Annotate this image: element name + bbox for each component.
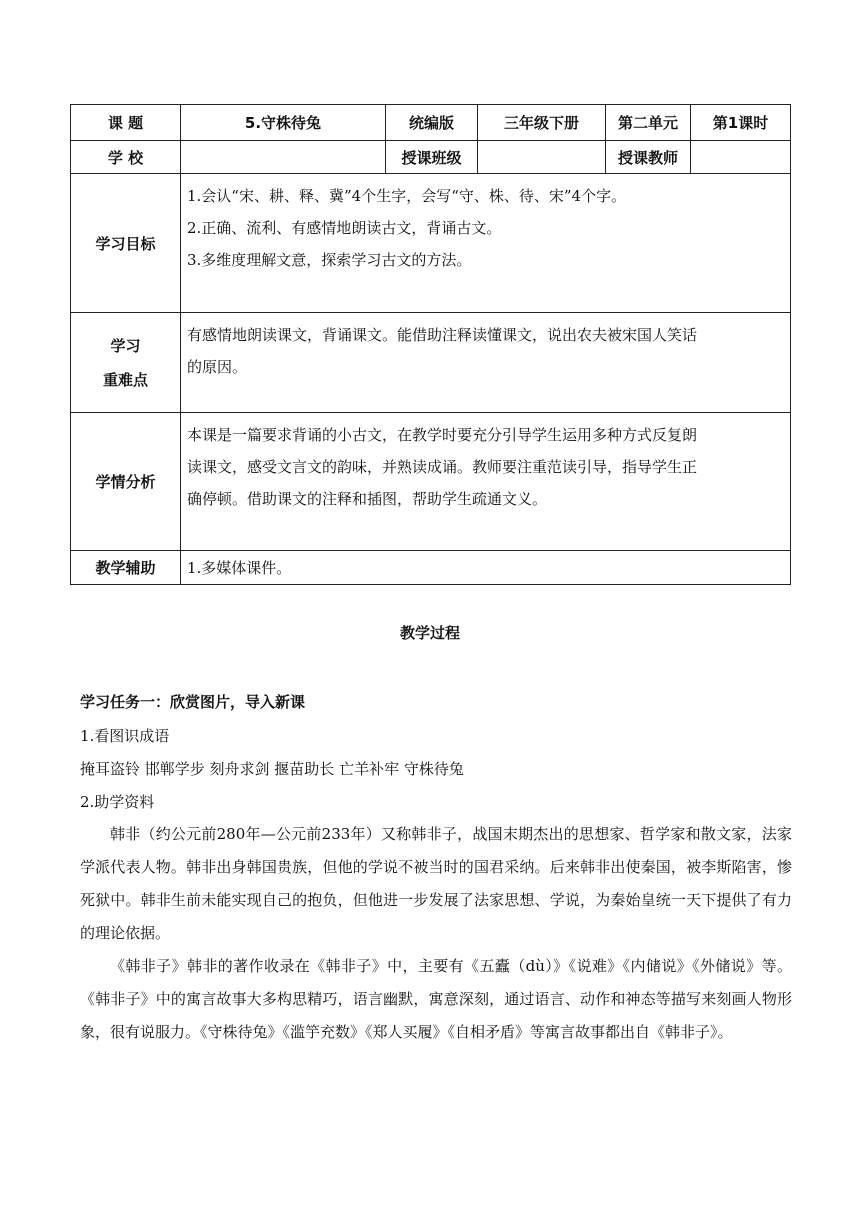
- aid-value: 1.多媒体课件。: [181, 551, 791, 585]
- edition: 统编版: [386, 105, 478, 141]
- key-points-label-line: 重难点: [102, 370, 148, 389]
- teacher-label: 授课教师: [606, 141, 691, 174]
- goal-item: 3.多维度理解文意，探索学习古文的方法。: [187, 251, 472, 269]
- lesson-period: 第1课时: [691, 105, 791, 141]
- aid-label: 教学辅助: [71, 551, 181, 585]
- analysis-line: 本课是一篇要求背诵的小古文，在教学时要充分引导学生运用多种方式反复朗: [187, 426, 698, 444]
- key-points-line: 有感情地朗读课文，背诵课文。能借助注释读懂课文，说出农夫被宋国人笑话: [187, 326, 698, 344]
- teaching-process: [80, 0, 792, 1216]
- topic-label: 课 题: [71, 105, 181, 141]
- analysis-line: 读课文，感受文言文的韵味，并熟读成诵。教师要注重范读引导，指导学生正: [187, 458, 698, 476]
- analysis-label: 学情分析: [71, 413, 181, 551]
- class-label: 授课班级: [386, 141, 478, 174]
- key-points-line: 的原因。: [187, 358, 248, 376]
- paragraph-han-fei: 韩非（约公元前280年—公元前233年）又称韩非子，战国末期杰出的思想家、哲学家和散文家，法家学派代表人物。韩非出身韩国贵族，但他的学说不被当时的国君采纳。后来韩非出使秦国，被李斯陷害，惨死狱中。韩非生前未能实现自己的抱负，但他进一步发展了法家思想、学说，为秦始皇统一天下提供了有力的理论依据。: [80, 825, 792, 942]
- analysis-line: 确停顿。借助课文的注释和插图，帮助学生疏通文义。: [187, 490, 548, 508]
- goal-item: 2.正确、流利、有感情地朗读古文，背诵古文。: [187, 219, 502, 237]
- section-title: 教学过程: [399, 624, 460, 642]
- key-points-label-line: 学习: [110, 336, 141, 355]
- unit: 第二单元: [606, 105, 691, 141]
- paragraph-han-feizi-book: 《韩非子》韩非的著作收录在《韩非子》中，主要有《五蠹（dù）》《说难》《内储说》《外储说》等。《韩非子》中的寓言故事大多构思精巧，语言幽默，寓意深刻，通过语言、动作和神态等描写来刻画人物形象，很有说服力。《守株待兔》《滥竽充数》《郑人买履》《自相矛盾》等寓言故事都出自《韩非子》。: [80, 957, 792, 1041]
- goals-label: 学习目标: [71, 174, 181, 313]
- school-label: 学 校: [71, 141, 181, 174]
- step-heading: 2.助学资料: [80, 793, 155, 811]
- grade: 三年级下册: [478, 105, 606, 141]
- goal-item: 1.会认“宋、耕、释、冀”4个生字，会写“守、株、待、宋”4个字。: [187, 187, 627, 205]
- step-heading: 1.看图识成语: [80, 727, 170, 745]
- lesson-topic: 5.守株待兔: [181, 105, 386, 141]
- task-heading: 学习任务一：欣赏图片，导入新课: [80, 693, 306, 711]
- idiom-list: 掩耳盗铃 邯郸学步 刻舟求剑 揠苗助长 亡羊补牢 守株待兔: [80, 760, 464, 778]
